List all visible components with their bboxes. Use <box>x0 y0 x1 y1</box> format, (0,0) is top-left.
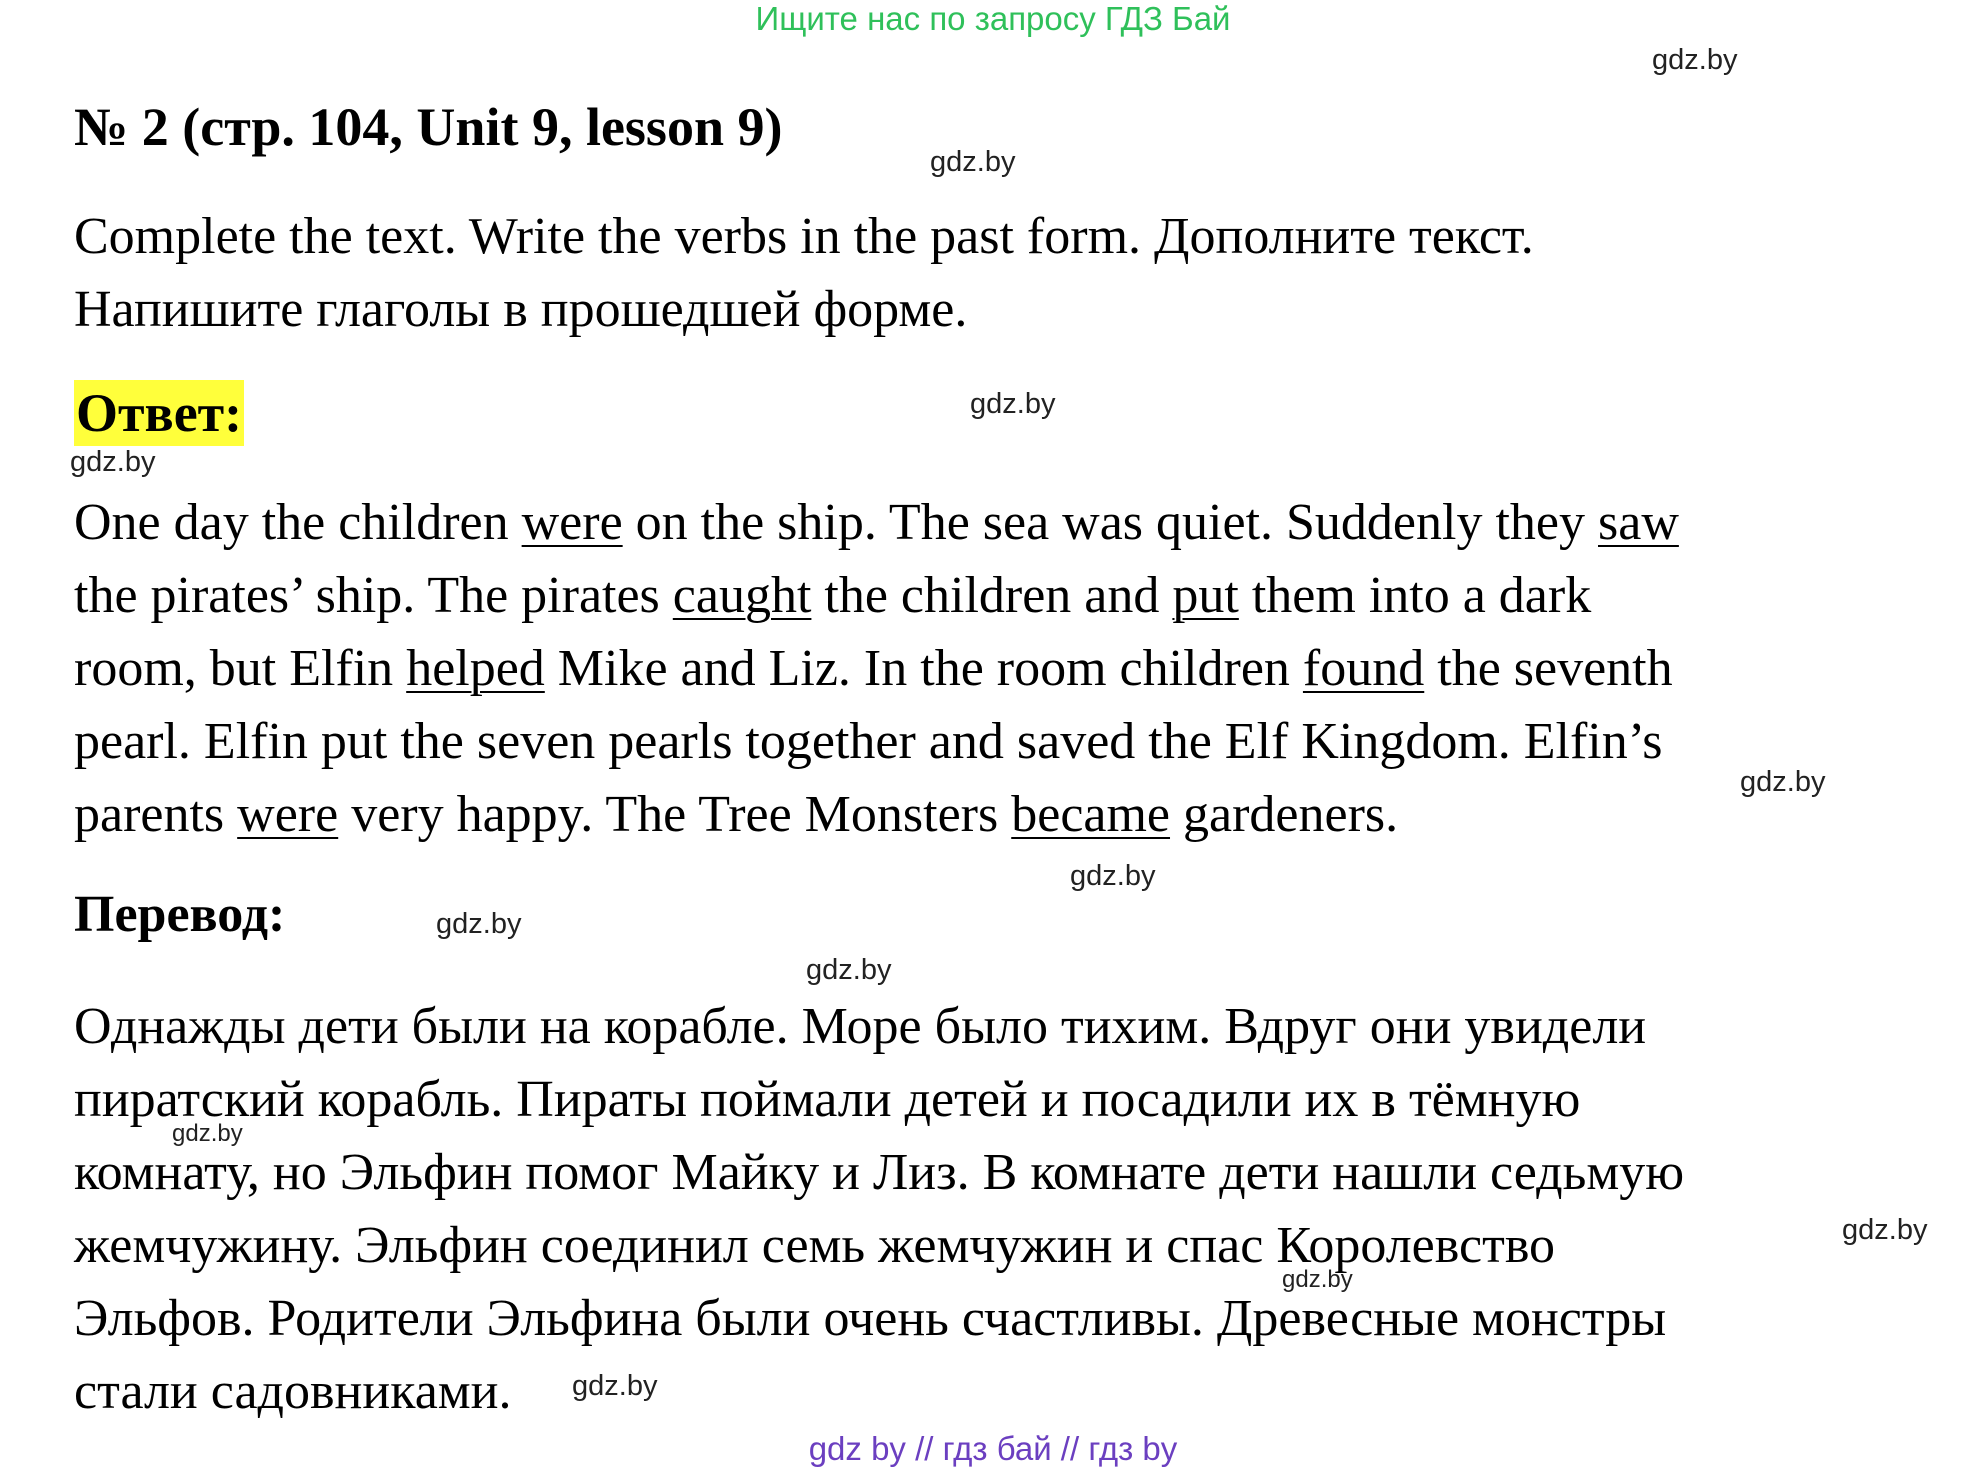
filled-verb: were <box>521 494 623 551</box>
answer-text-fragment: pearl. Elfin put the seven pearls together and saved the Elf Kingdom. Elfin’s <box>74 713 1663 770</box>
watermark: gdz.by <box>970 388 1056 420</box>
answer-text-fragment: room, but Elfin <box>74 640 407 697</box>
translation-line: Однажды дети были на корабле. Море было тихим. Вдруг они увидели <box>74 998 1647 1055</box>
watermark: gdz.by <box>1282 1266 1353 1293</box>
watermark: gdz.by <box>572 1370 658 1402</box>
answer-text-fragment: on the ship. The sea was quiet. Suddenly they <box>622 494 1598 551</box>
answer-text-fragment: the children and <box>811 567 1173 624</box>
watermark: gdz.by <box>172 1120 243 1147</box>
watermark: gdz.by <box>806 954 892 986</box>
instruction-line: Complete the text. Write the verbs in the past form. Дополните текст. <box>74 208 1534 265</box>
translation-text <box>74 990 1954 1428</box>
translation-line: Эльфов. Родители Эльфина были очень счастливы. Древесные монстры <box>74 1290 1667 1347</box>
answer-line <box>74 778 1954 851</box>
answer-text-fragment: them into a dark <box>1238 567 1592 624</box>
filled-verb: were <box>237 786 339 843</box>
filled-verb: put <box>1172 567 1239 624</box>
translation-line: комнату, но Эльфин помог Майку и Лиз. В комнате дети нашли седьмую <box>74 1144 1685 1201</box>
answer-label: Ответ: <box>74 380 244 446</box>
exercise-instruction <box>74 200 1954 346</box>
footer-links[interactable]: gdz by // гдз бай // гдз by <box>808 1430 1178 1467</box>
filled-verb: helped <box>406 640 545 697</box>
watermark: gdz.by <box>1842 1214 1928 1246</box>
answer-text-fragment: Mike and Liz. In the room children <box>544 640 1303 697</box>
answer-line <box>74 632 1954 705</box>
answer-text-fragment: gardeners. <box>1170 786 1399 843</box>
translation-line: жемчужину. Эльфин соединил семь жемчужин и спас Королевство <box>74 1217 1556 1274</box>
filled-verb: caught <box>672 567 812 624</box>
watermark: gdz.by <box>1740 766 1826 798</box>
answer-line <box>74 486 1954 559</box>
answer-text-fragment: the seventh <box>1424 640 1673 697</box>
answer-text <box>74 486 1954 851</box>
watermark: gdz.by <box>70 446 156 478</box>
filled-verb: became <box>1011 786 1171 843</box>
exercise-title: № 2 (стр. 104, Unit 9, lesson 9) <box>74 97 783 157</box>
watermark: gdz.by <box>1070 860 1156 892</box>
search-hint-link[interactable]: Ищите нас по запросу ГДЗ Бай <box>755 0 1231 37</box>
watermark: gdz.by <box>1652 44 1738 76</box>
instruction-line: Напишите глаголы в прошедшей форме. <box>74 281 968 338</box>
watermark: gdz.by <box>436 908 522 940</box>
filled-verb: saw <box>1598 494 1679 551</box>
answer-text-fragment: One day the children <box>74 494 522 551</box>
answer-text-fragment: parents <box>74 786 238 843</box>
translation-line: стали садовниками. <box>74 1363 512 1420</box>
translation-label: Перевод: <box>74 886 286 943</box>
answer-text-fragment: the pirates’ ship. The pirates <box>74 567 673 624</box>
filled-verb: found <box>1302 640 1425 697</box>
watermark: gdz.by <box>930 146 1016 178</box>
answer-text-fragment: very happy. The Tree Monsters <box>338 786 1012 843</box>
translation-line: пиратский корабль. Пираты поймали детей и посадили их в тёмную <box>74 1071 1581 1128</box>
answer-line <box>74 559 1954 632</box>
answer-line <box>74 705 1954 778</box>
